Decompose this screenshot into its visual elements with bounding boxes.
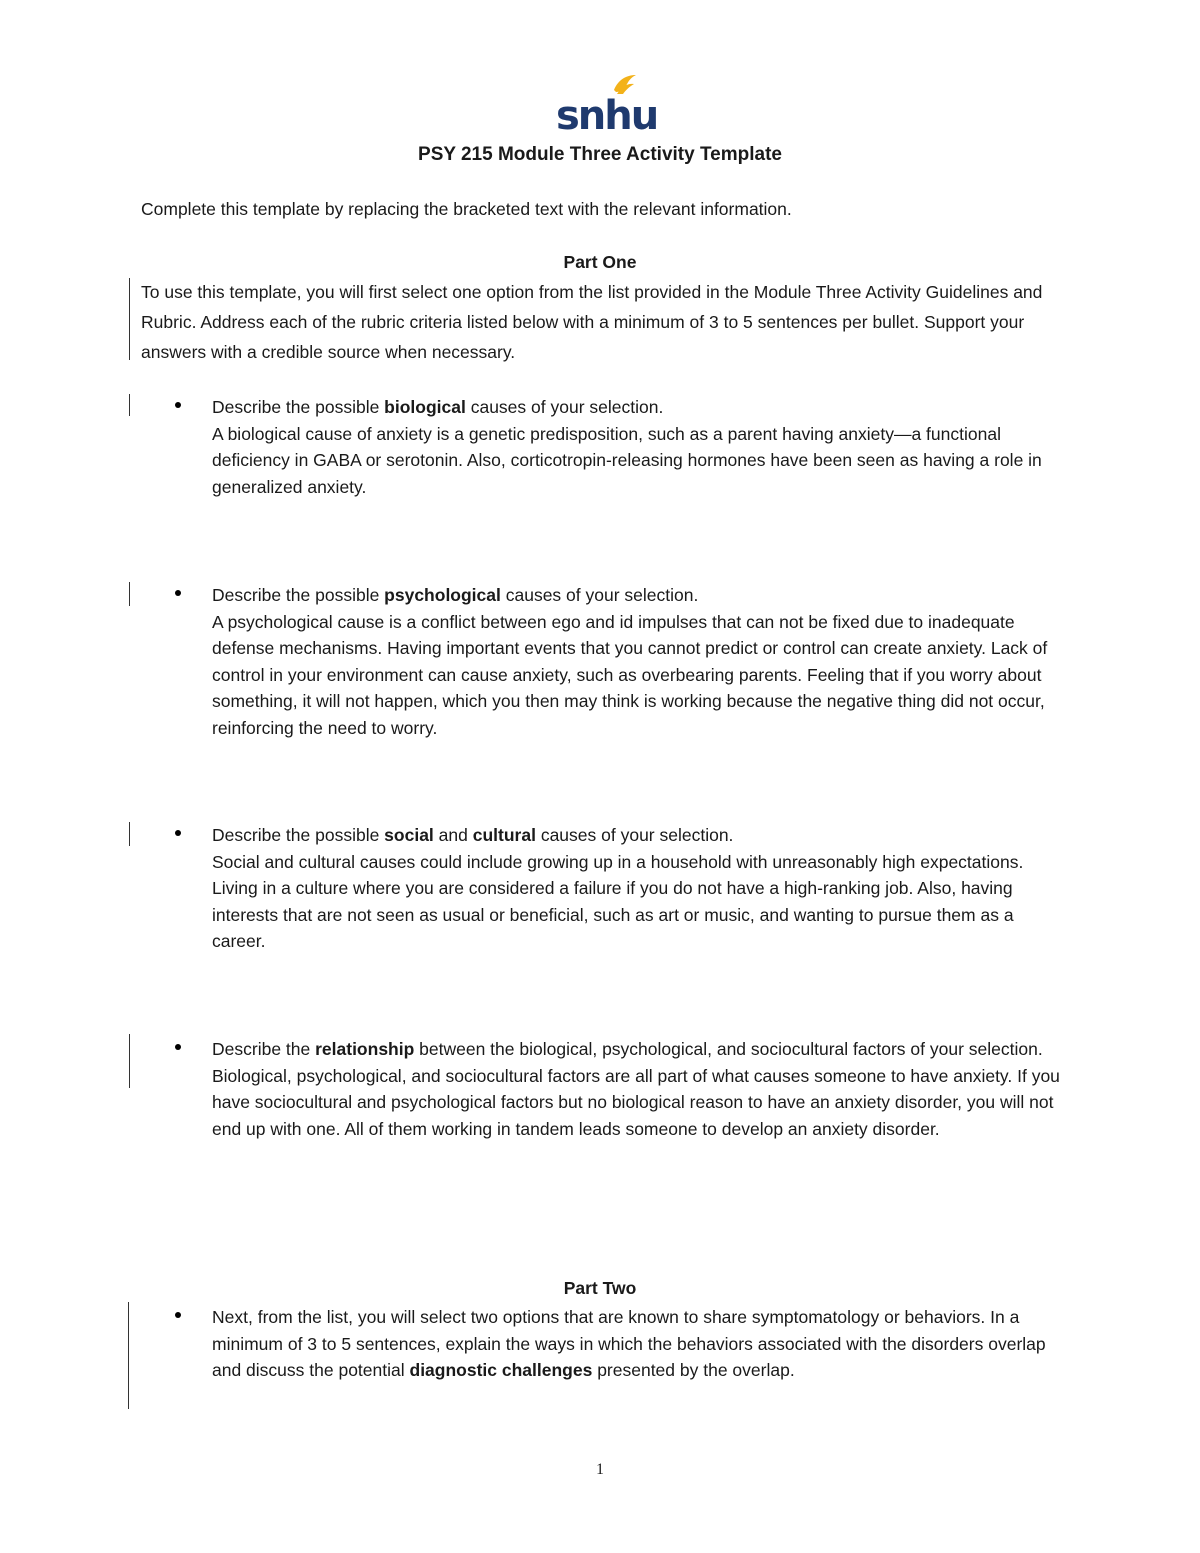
bullet-prompt: Describe the relationship between the biological, psychological, and sociocultural factors of your selection.	[212, 1039, 1043, 1059]
bullet-icon	[175, 402, 181, 408]
bullet-answer: Social and cultural causes could include growing up in a household with unreasonably high expectations. Living in a culture where you are considered a failure if you do not have a high-ranking job. Also, having interests that are not seen as usual or beneficial, such as art or music, and wanting to pursue them as a career.	[212, 851, 1024, 951]
bullet-biological	[141, 394, 1071, 500]
bullet-icon	[175, 830, 181, 836]
bullet-prompt: Next, from the list, you will select two options that are known to share symptomatology or behaviors. In a minimum of 3 to 5 sentences, explain the ways in which the behaviors associated with the disorders overlap and discuss the potential diagnostic challenges presented by the overlap.	[212, 1307, 1046, 1380]
bullet-icon	[175, 590, 181, 596]
part-one-instructions: To use this template, you will first select one option from the list provided in the Module Three Activity Guidelines and Rubric. Address each of the rubric criteria listed below with a minimum of 3 to 5 sentences per bullet. Support your answers with a credible source when necessary.	[141, 282, 1043, 362]
change-bar	[129, 582, 130, 606]
bullet-prompt: Describe the possible social and cultural causes of your selection.	[212, 825, 734, 845]
change-bar	[129, 394, 130, 416]
bullet-answer: A biological cause of anxiety is a genetic predisposition, such as a parent having anxiety—a functional deficiency in GABA or serotonin. Also, corticotropin-releasing hormones have been seen as having a role in generalized anxiety.	[212, 423, 1042, 497]
part-one-heading: Part One	[563, 252, 637, 272]
part-two-heading: Part Two	[563, 1278, 637, 1298]
bullet-prompt: Describe the possible psychological causes of your selection.	[212, 585, 699, 605]
change-bar	[128, 1302, 129, 1409]
bullet-answer: A psychological cause is a conflict between ego and id impulses that can not be fixed due to inadequate defense mechanisms. Having important events that you cannot predict or control can create anxiety. Lack of control in your environment can cause anxiety, such as overbearing parents. Feeling that if you worry about something, it will not happen, which you then may think is working because the negative thing did not occur, reinforcing the need to worry.	[212, 611, 1048, 738]
bullet-prompt: Describe the possible biological causes of your selection.	[212, 397, 664, 417]
change-bar	[129, 1034, 130, 1088]
change-bar	[129, 822, 130, 846]
document-title: PSY 215 Module Three Activity Template	[418, 144, 782, 165]
page-number: 1	[596, 1461, 604, 1478]
bullet-answer: Biological, psychological, and sociocultural factors are all part of what causes someone to have anxiety. If you have sociocultural and psychological factors but no biological reason to have an anxiety disorder, you will not end up with one. All of them working in tandem leads someone to develop an anxiety disorder.	[212, 1065, 1060, 1139]
svg-text:snhu: snhu	[556, 93, 658, 139]
change-bar	[129, 278, 130, 360]
bullet-social-cultural	[141, 822, 1071, 955]
flame-icon	[556, 74, 658, 139]
bullet-relationship	[141, 1036, 1071, 1142]
bullet-part-two	[141, 1304, 1071, 1384]
intro-text: Complete this template by replacing the bracketed text with the relevant information.	[141, 199, 792, 219]
bullet-icon	[175, 1312, 181, 1318]
bullet-icon	[175, 1044, 181, 1050]
bullet-psychological	[141, 582, 1071, 741]
snhu-logo	[556, 74, 658, 139]
